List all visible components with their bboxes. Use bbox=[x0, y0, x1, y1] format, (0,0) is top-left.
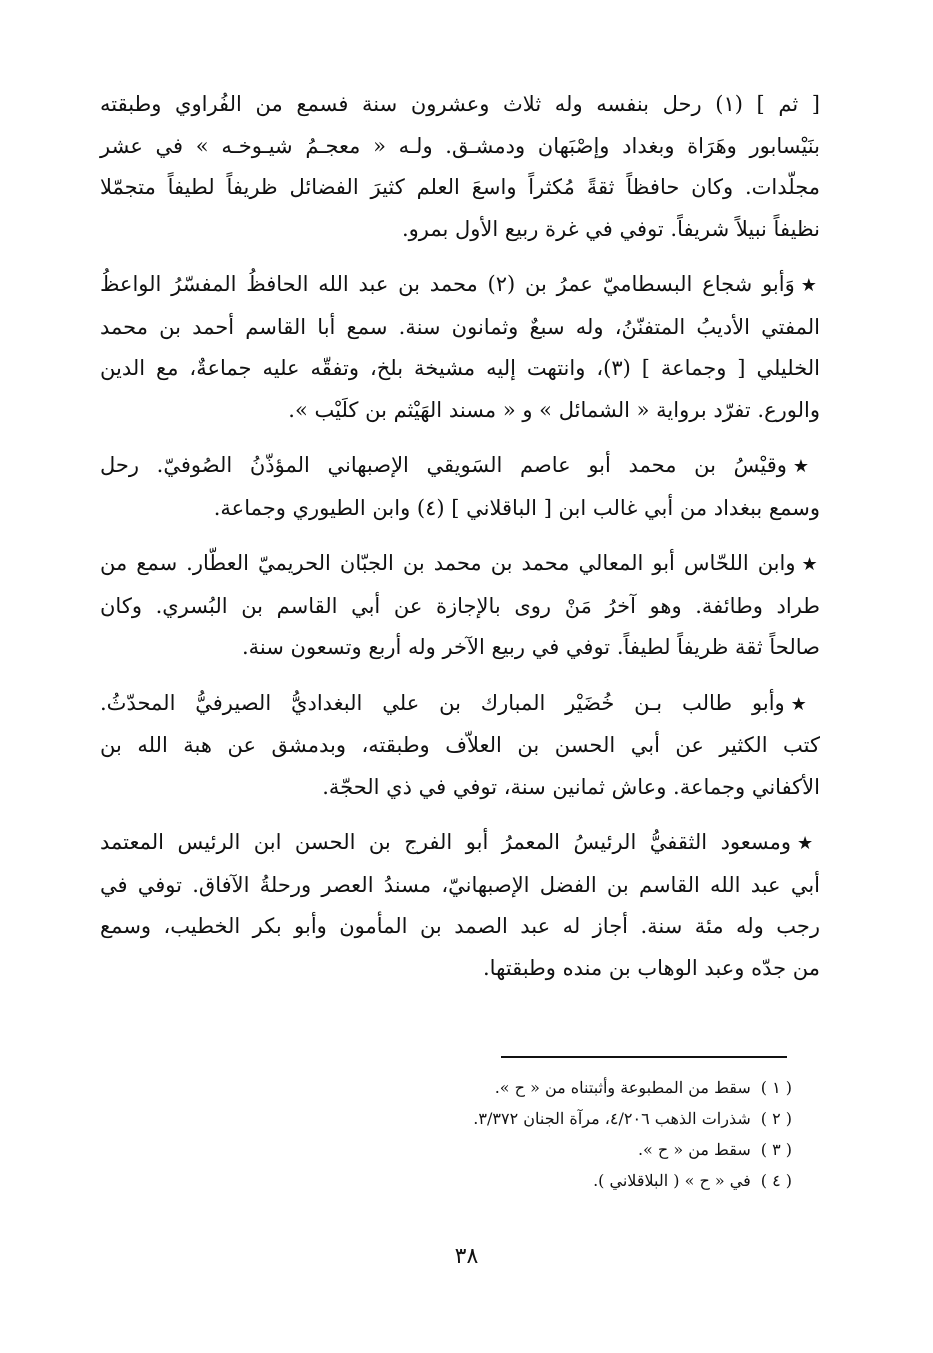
text-line: من جدّه وعبد الوهاب بن منده وطبقتها. bbox=[483, 955, 820, 980]
text-line: وسمع ببغداد من أبي غالب ابن [ الباقلاني ] (٤) وابن الطيوري وجماعة. bbox=[213, 495, 820, 520]
star-icon: ★ bbox=[800, 275, 821, 296]
text-line: نظيفاً نبيلاً شريفاً. توفي في غرة ربيع الأول بمرو. bbox=[401, 216, 820, 241]
footnote-number: ( ٣ ) bbox=[760, 1140, 792, 1159]
footnote-number: ( ١ ) bbox=[760, 1078, 792, 1097]
paragraph-5 bbox=[100, 683, 820, 809]
footnote-item bbox=[380, 1134, 792, 1165]
footnote-text: شذرات الذهب ٤/٢٠٦، مرآة الجنان ٣/٣٧٢. bbox=[473, 1109, 751, 1128]
footnote-item bbox=[380, 1165, 792, 1196]
paragraph-2 bbox=[100, 264, 820, 431]
text-line: [ ثم ] (١) رحل بنفسه وله ثلاث وعشرون سنة فسمع من الفُراوي وطبقته bbox=[100, 92, 820, 116]
text-line: صالحاً ثقة ظريفاً لطيفاً. توفي في ربيع الآخر وله أربع وتسعون سنة. bbox=[241, 635, 820, 659]
text-line-content: وقيْسُ بن محمد أبو عاصم السَويقي الإصبهاني المؤذّنُ الصُوفيّ. رحل bbox=[100, 453, 787, 477]
footnote-divider bbox=[501, 1056, 787, 1058]
main-text bbox=[100, 84, 820, 1003]
paragraph-1 bbox=[100, 84, 820, 250]
text-line bbox=[100, 543, 820, 586]
star-icon: ★ bbox=[797, 833, 821, 854]
text-line: الخليلي [ وجماعة ] (٣)، وانتهت إليه مشيخة بلخ، وتفقّه عليه جماعةٌ، مع الدين bbox=[100, 356, 820, 380]
footnote-text: سقط من المطبوعة وأثبتناه من « ح ». bbox=[494, 1078, 751, 1097]
text-line: أبي عبد الله القاسم بن الفضل الإصبهانيّ، مسندُ العصر ورحلةُ الآفاق. توفي في bbox=[100, 872, 820, 897]
text-line-content: وأبو طالب بـن خُضَيْر المبارك بن علي البغداديُّ الصيرفيُّ المحدّثُ. bbox=[100, 690, 785, 715]
star-icon: ★ bbox=[801, 554, 820, 575]
text-line: رجب وله مئة سنة. أجاز له عبد الصمد بن المأمون وأبو بكر الخطيب، وسمع bbox=[100, 914, 820, 938]
footnotes bbox=[380, 1072, 792, 1196]
text-line-content: ومسعود الثقفيُّ الرئيسُ المعمرُ أبو الفرج بن الحسن ابن الرئيس المعتمد bbox=[100, 830, 792, 854]
footnote-text: في « ح » ( البلاقلاني ). bbox=[593, 1171, 751, 1190]
text-line: الأكفاني وجماعة. وعاش ثمانين سنة، توفي في ذي الحجّة. bbox=[322, 774, 820, 799]
paragraph-6 bbox=[100, 822, 820, 989]
page-number: ٣٨ bbox=[454, 1244, 479, 1269]
text-line: المفتي الأديبُ المتفنّنُ، وله سبعٌ وثمانون سنة. سمع أبا القاسم أحمد بن محمد bbox=[100, 314, 820, 339]
text-line bbox=[100, 822, 820, 865]
text-line: كتب الكثير عن أبي الحسن بن العلاّف وطبقته، وبدمشق عن هبة الله بن bbox=[100, 733, 820, 757]
text-line: والورع. تفرّد برواية « الشمائل » و « مسند الهَيْثم بن كلَيْب ». bbox=[288, 397, 820, 422]
text-line-content: وابن اللحّاس أبو المعالي محمد بن محمد بن الجبّان الحريميّ العطّار. سمع من bbox=[100, 551, 796, 575]
text-line-content: وَأبو شجاع البسطاميّ عمرُ بن (٢) محمد بن عبد الله الحافظُ المفسّرُ الواعظُ bbox=[100, 272, 795, 296]
paragraph-3 bbox=[100, 445, 820, 529]
footnote-number: ( ٤ ) bbox=[760, 1171, 792, 1190]
text-line: بنَيْسابور وهَرَاة وبغداد وإصْبَهان ودمشـق. ولـه « معجـمُ شيـوخـه » في عشر bbox=[100, 133, 820, 158]
text-line bbox=[100, 445, 820, 488]
star-icon: ★ bbox=[792, 456, 820, 477]
text-line bbox=[100, 683, 820, 726]
text-line: طراد وطائفة. وهو آخرُ مَنْ روى بالإجازة عن أبي القاسم بن البُسري. وكان bbox=[100, 593, 820, 618]
star-icon: ★ bbox=[790, 693, 820, 715]
text-line: مجلّدات. وكان حافظاً ثقةً مُكثراً واسعَ العلم كثيرَ الفضائل ظريفاً لطيفاً متجمّلا bbox=[100, 175, 820, 199]
text-line bbox=[100, 264, 820, 307]
footnote-item bbox=[380, 1072, 792, 1103]
paragraph-4 bbox=[100, 543, 820, 669]
footnote-item bbox=[380, 1103, 792, 1134]
footnote-number: ( ٢ ) bbox=[760, 1109, 792, 1128]
footnote-text: سقط من « ح ». bbox=[637, 1140, 751, 1159]
